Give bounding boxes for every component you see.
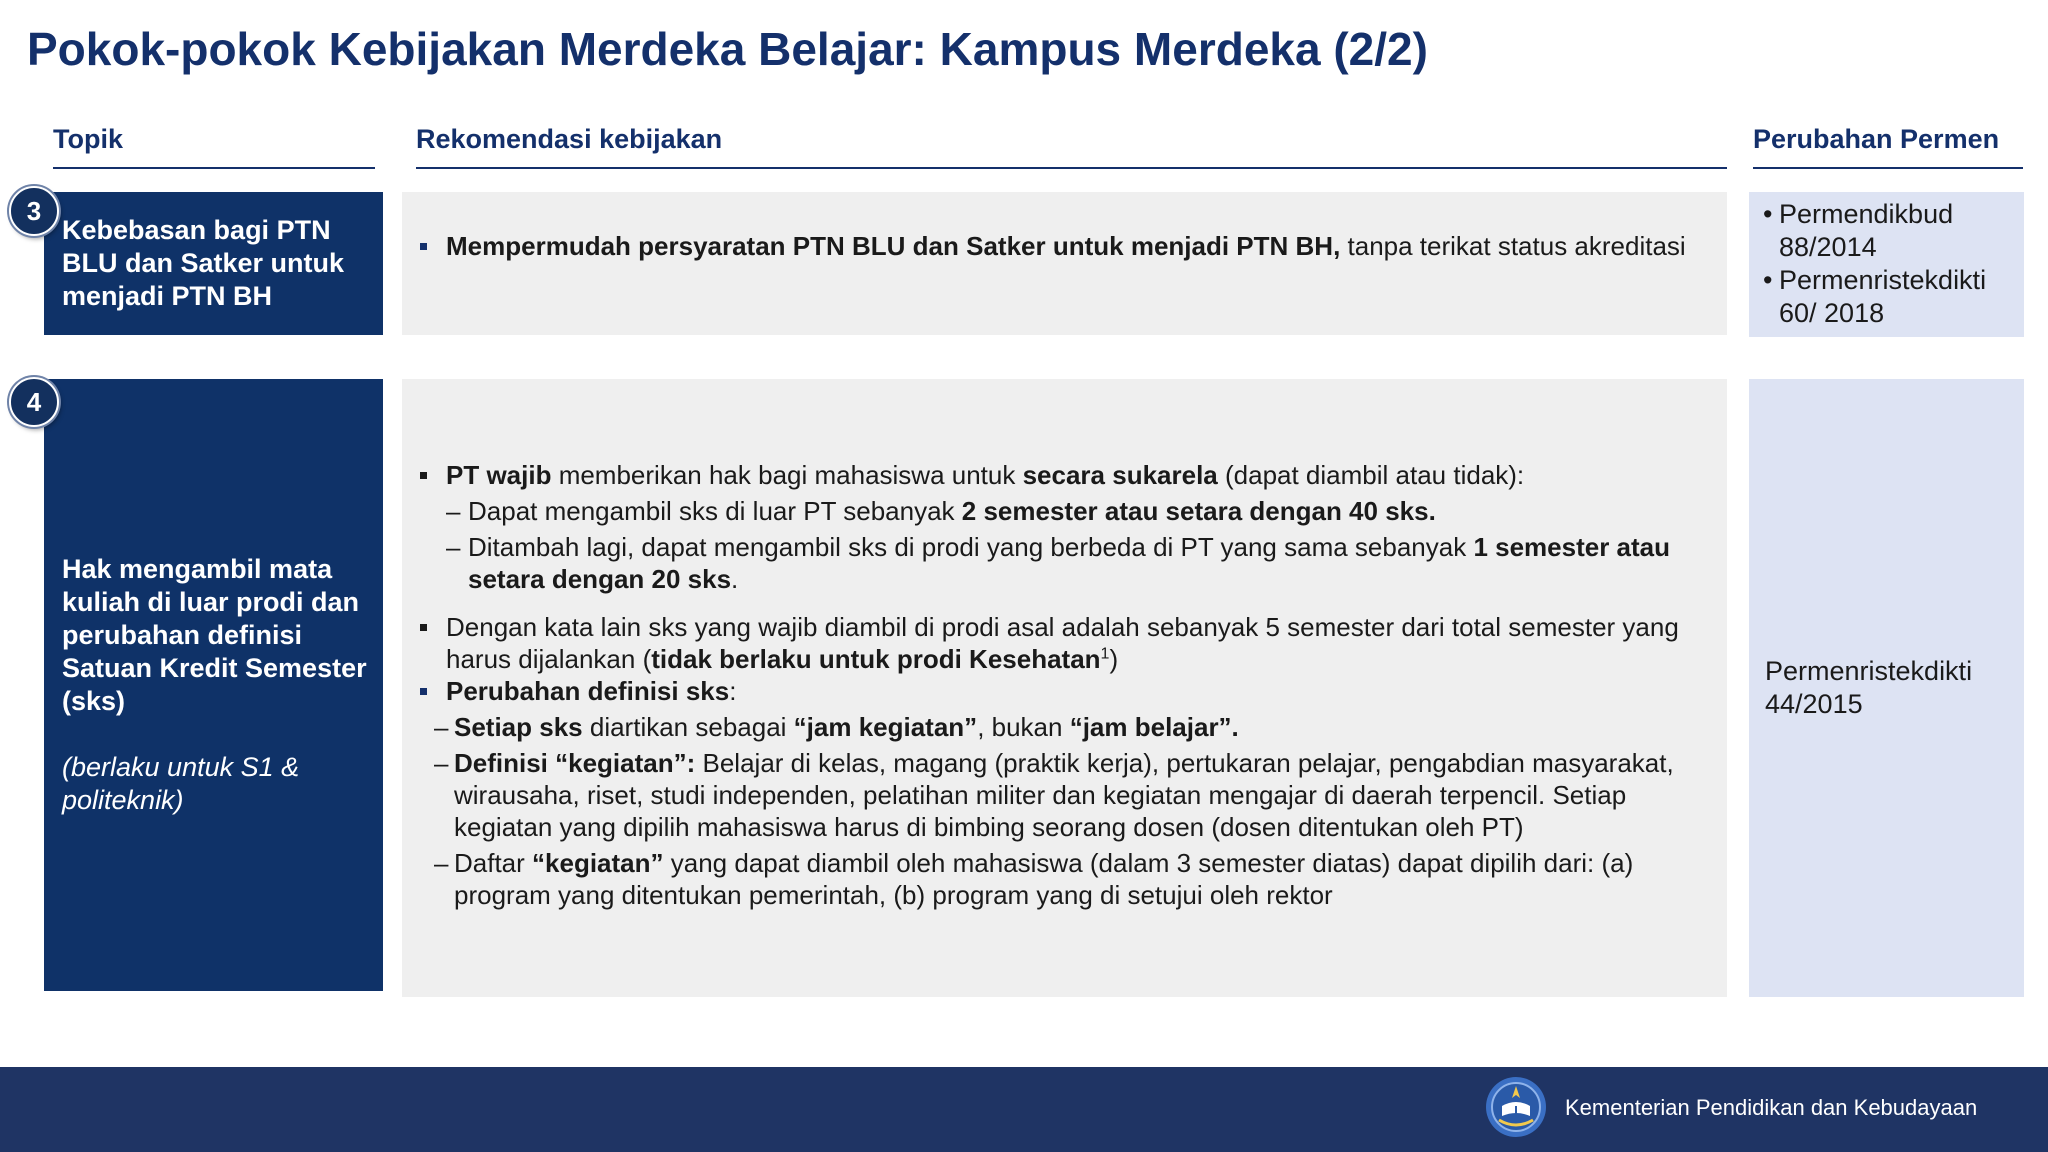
bullet-perubahan-definisi: Perubahan definisi sks: <box>446 675 1707 707</box>
sub-bullet-luar-pt: – Dapat mengambil sks di luar PT sebanyak 2 semester atau setara dengan 40 sks. <box>446 495 1707 527</box>
recommendation-3-bullet: Mempermudah persyaratan PTN BLU dan Satker untuk menjadi PTN BH, tanpa terikat status akreditasi <box>446 230 1707 262</box>
recommendation-4 <box>402 379 1727 997</box>
permen-3 <box>1749 192 2024 337</box>
permen-4 <box>1749 379 2024 997</box>
permen-3-item: • Permendikbud 88/2014 <box>1763 198 2016 264</box>
number-badge-4: 4 <box>9 377 59 427</box>
sub-bullet-daftar-kegiatan: – Daftar “kegiatan” yang dapat diambil oleh mahasiswa (dalam 3 semester diatas) dapat dipilih dari: (a) program yang ditentukan pemerintah, (b) program yang di setujui oleh rektor <box>434 847 1707 911</box>
footer-org-name: Kementerian Pendidikan dan Kebudayaan <box>1565 1095 1978 1120</box>
column-header-topik: Topik <box>53 124 375 169</box>
bullet-pt-wajib: PT wajib memberikan hak bagi mahasiswa untuk secara sukarela (dapat diambil atau tidak): <box>446 459 1707 491</box>
page-title: Pokok-pokok Kebijakan Merdeka Belajar: Kampus Merdeka (2/2) <box>27 23 1428 75</box>
column-header-perubahan: Perubahan Permen <box>1753 124 2023 169</box>
sub-bullet-setiap-sks: – Setiap sks diartikan sebagai “jam kegiatan”, bukan “jam belajar”. <box>434 711 1707 743</box>
topic-4 <box>44 379 383 991</box>
topic-4-note: (berlaku untuk S1 & politeknik) <box>62 752 300 815</box>
topic-4-label: Hak mengambil mata kuliah di luar prodi dan perubahan definisi Satuan Kredit Semester (sks) <box>62 554 367 716</box>
sub-bullet-definisi-kegiatan: – Definisi “kegiatan”: Belajar di kelas, magang (praktik kerja), pertukaran pelajar, pengabdian masyarakat, wirausaha, riset, studi independen, pelatihan militer dan kegiatan mengajar di daerah terpencil. Setiap kegiatan yang dipilih mahasiswa harus di bimbing seorang dosen (dosen ditentukan oleh PT) <box>434 747 1707 843</box>
ministry-logo-icon <box>1485 1076 1547 1138</box>
recommendation-3 <box>402 192 1727 335</box>
permen-3-item: • Permenristekdikti 60/ 2018 <box>1763 264 2016 330</box>
topic-3 <box>44 192 383 335</box>
permen-4-item: Permenristekdikti 44/2015 <box>1765 656 1973 719</box>
column-header-rekomendasi: Rekomendasi kebijakan <box>416 124 1727 169</box>
topic-3-label: Kebebasan bagi PTN BLU dan Satker untuk menjadi PTN BH <box>62 215 345 311</box>
number-badge-3: 3 <box>9 186 59 236</box>
bullet-kata-lain: Dengan kata lain sks yang wajib diambil di prodi asal adalah sebanyak 5 semester dari total semester yang harus dijalankan (tidak berlaku untuk prodi Kesehatan$^1$) <box>446 611 1707 675</box>
sub-bullet-prodi-berbeda: – Ditambah lagi, dapat mengambil sks di prodi yang berbeda di PT yang sama sebanyak 1 semester atau setara dengan 20 sks. <box>446 531 1707 595</box>
